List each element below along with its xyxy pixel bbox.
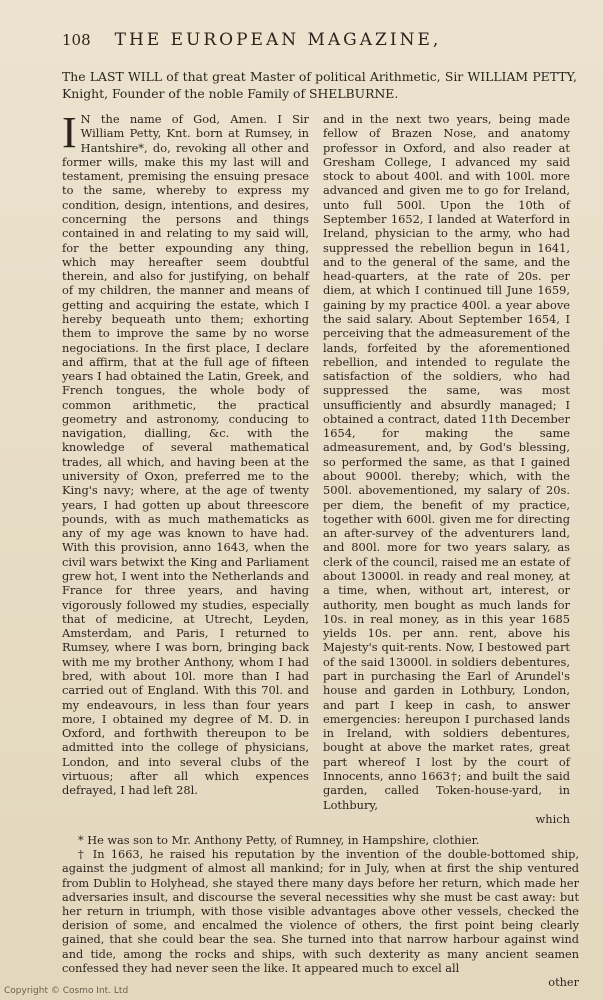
footnote-catchword: other <box>548 976 579 990</box>
footnotes <box>62 834 579 990</box>
article-title: The LAST WILL of that great Master of political Arithmetic, Sir WILLIAM PETTY, Knight, Founder of the noble Family of SHELBURNE. <box>62 69 577 101</box>
page-number: 108 <box>62 31 91 49</box>
running-head <box>62 30 575 50</box>
magazine-title: THE EUROPEAN MAGAZINE, <box>114 30 442 50</box>
column-left-text: N the name of God, Amen. I Sir William Petty, Knt. born at Rumsey, in Hantshire*, do, revoking all other and former wills, make this my last will and testament, premising the ensuing presace to the same, whereby to express my condition, design, intentions, and desires, concerning the persons and things contained in and relating to my said will, for the better expounding any thing, which may hereafter seem doubtful therein, and also for justifying, on behalf of my children, the manner and means of getting and acquiring the estate, which I hereby bequeath unto them; exhorting them to improve the same by no worse negociations. In the first place, I declare and affirm, that at the full age of fifteen years I had obtained the Latin, Greek, and French tongues, the whole body of common arithmetic, the practical geometry and astronomy, conducing to navigation, dialling, &c. with the knowledge of several mathematical trades, all which, and having been at the university of Oxon, preferred me to the King's navy; where, at the age of twenty years, I had gotten up about threescore pounds, with as much mathematicks as any of my age was known to have had. With this provision, anno 1643, when the civil wars betwixt the King and Parliament grew hot, I went into the Netherlands and France for three years, and having vigorously followed my studies, especially that of medicine, at Utrecht, Leyden, Amsterdam, and Paris, I returned to Rumsey, where I was born, bringing back with me my brother Anthony, whom I had bred, with about 10l. more than I had carried out of England. With this 70l. and my endeavours, in less than four years more, I obtained my degree of M. D. in Oxford, and forthwith thereupon to be admitted into the college of physicians, London, and into several clubs of the virtuous; after all which expences defrayed, I had left 28l. <box>62 112 309 798</box>
footnote-1: * He was son to Mr. Anthony Petty, of Rumney, in Hampshire, clothier. <box>78 834 480 847</box>
article-body <box>62 108 581 826</box>
column-left <box>62 108 309 826</box>
copyright-mark: Copyright © Cosmo Int. Ltd <box>4 986 129 996</box>
catchword: which <box>535 811 570 826</box>
paragraph-left <box>62 108 309 798</box>
drop-cap: I <box>62 108 77 157</box>
footnote-2: † In 1663, he raised his reputation by the invention of the double-bottomed ship, against the judgment of almost all mankind; for in July, when at first the ship ventured from Dublin to Holyhead, she stayed there many days before her return, which made her adversaries insult, and discourse the several necessities why she must be cast away: but her return in triumph, with those visible advantages above other vessels, checked the derision of some, and encalmed the violence of others, the first point being clearly gained, that she could bear the sea. She turned into that narrow harbour against wind and tide, among the rocks and ships, with such dexterity as many ancient seamen confessed they had never seen the like. It appeared much to excel all <box>62 848 579 975</box>
column-right-text: and in the next two years, being made fellow of Brazen Nose, and anatomy professor in Oxford, and also reader at Gresham College, I advanced my said stock to about 400l. and with 100l. more advanced and given me to go for Ireland, unto full 500l. Upon the 10th of September 1652, I landed at Waterford in Ireland, physician to the army, who had suppressed the rebellion begun in 1641, and to the general of the same, and the head-quarters, at the rate of 20s. per diem, at which I continued till June 1659, gaining by my practice 400l. a year above the said salary. About September 1654, I perceiving that the admeasurement of the lands, forfeited by the aforementioned rebellion, and intended to regulate the satisfaction of the soldiers, who had suppressed the same, was most unsufficiently and absurdly managed; I obtained a contract, dated 11th December 1654, for making the same admeasurement, and, by God's blessing, so performed the same, as that I gained about 9000l. thereby; which, with the 500l. abovementioned, my salary of 20s. per diem, the benefit of my practice, together with 600l. given me for directing an after-survey of the adventurers land, and 800l. more for two years salary, as clerk of the council, raised me an estate of about 13000l. in ready and real money, at a time, when, without art, interest, or authority, men bought as much lands for 10s. in real money, as in this year 1685 yields 10s. per ann. rent, above his Majesty's quit-rents. Now, I bestowed part of the said 13000l. in soldiers debentures, part in purchasing the Earl of Arundel's house and garden in Lothbury, London, and part I keep in cash, to answer emergencies: hereupon I purchased lands in Ireland, with soldiers debentures, bought at above the market rates, great part whereof I lost by the court of Innocents, anno 1663†; and built the said garden, called Token-house-yard, in Lothbury, <box>323 112 570 812</box>
column-right <box>323 112 570 826</box>
